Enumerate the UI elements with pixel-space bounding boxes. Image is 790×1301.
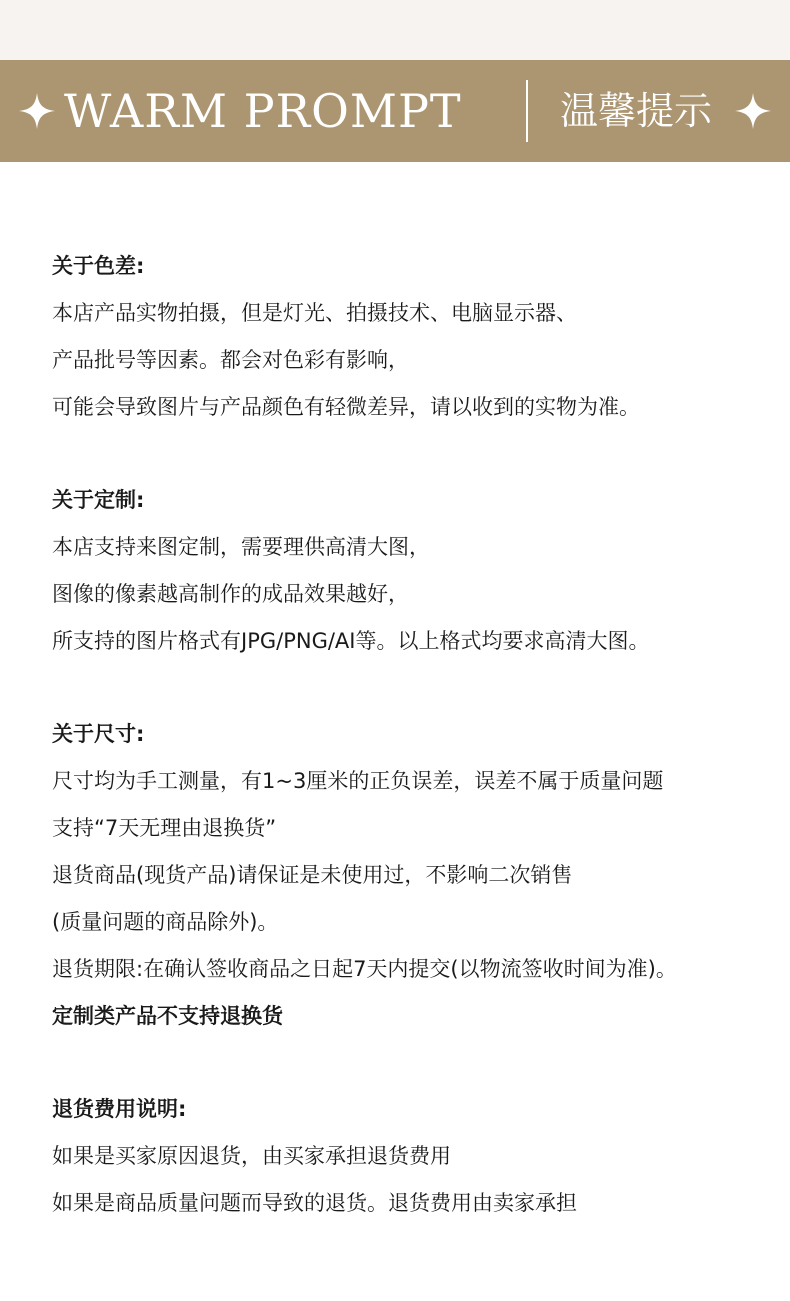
text-line: 图像的像素越高制作的成品效果越好，	[52, 582, 409, 606]
sparkle-star-icon	[17, 91, 57, 131]
text-line: 尺寸均为手工测量，有1~3厘米的正负误差，误差不属于质量问题	[52, 769, 664, 793]
sparkle-star-icon	[733, 91, 773, 131]
text-line: 支持“7天无理由退换货”	[52, 816, 277, 840]
text-line: 退货商品(现货产品)请保证是未使用过，不影响二次销售	[52, 863, 573, 887]
banner-title-en: WARM PROMPT	[64, 84, 462, 138]
section-heading-size: 关于尺寸:	[52, 722, 145, 746]
banner-divider	[526, 80, 528, 142]
section-heading-fee: 退货费用说明:	[52, 1097, 187, 1121]
section-heading-custom: 关于定制:	[52, 488, 145, 512]
text-line: 退货期限:在确认签收商品之日起7天内提交(以物流签收时间为准)。	[52, 957, 677, 981]
text-line: 所支持的图片格式有JPG/PNG/AI等。以上格式均要求高清大图。	[52, 629, 650, 653]
section-heading-color: 关于色差:	[52, 254, 145, 278]
custom-no-return-note: 定制类产品不支持退换货	[52, 1004, 283, 1028]
banner-title-zh: 温馨提示	[560, 89, 713, 133]
warm-prompt-banner	[0, 60, 790, 162]
text-line: 本店支持来图定制，需要理供高清大图，	[52, 535, 430, 559]
text-line: 可能会导致图片与产品颜色有轻微差异，请以收到的实物为准。	[52, 395, 640, 419]
text-line: 如果是商品质量问题而导致的退货。退货费用由卖家承担	[52, 1191, 577, 1215]
text-line: 如果是买家原因退货，由买家承担退货费用	[52, 1144, 451, 1168]
text-line: 本店产品实物拍摄，但是灯光、拍摄技术、电脑显示器、	[52, 301, 577, 325]
top-strip	[0, 0, 790, 60]
text-line: 产品批号等因素。都会对色彩有影响，	[52, 348, 409, 372]
text-line: (质量问题的商品除外)。	[52, 910, 279, 934]
